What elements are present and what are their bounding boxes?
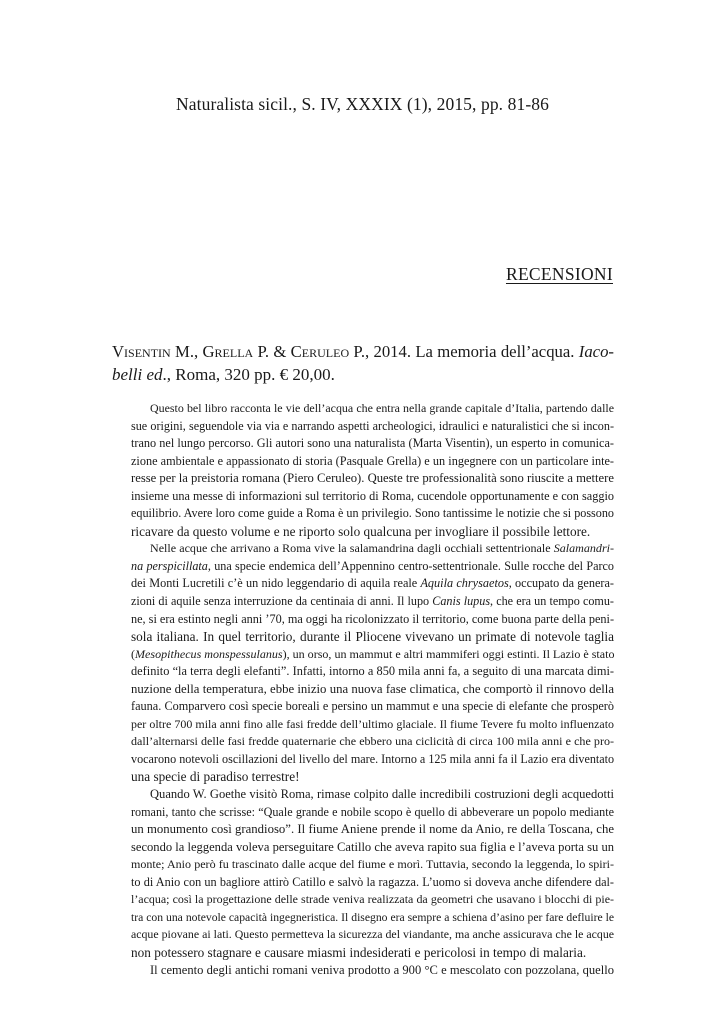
text-segment: , che era un tempo comu- <box>490 594 614 609</box>
text-line: romani, tanto che scrisse: “Quale grande e nobile scopo è quello di abbeverare un popolo mediante <box>131 804 614 819</box>
text-line: Questo bel libro racconta le vie dell’acqua che entra nella grande capitale d’Italia, partendo dalle <box>150 401 614 415</box>
text-line: nuzione della temperatura, ebbe inizio una nuova fase climatica, che comportò il rinnovo della <box>131 681 614 696</box>
species-name: Canis lupus <box>432 594 491 609</box>
text-segment: , occupato da genera- <box>508 576 614 591</box>
text-segment: zioni di aquile senza interruzione da centinaia di anni. Il lupo <box>131 594 433 609</box>
text-line: ne, si era estinto negli anni ’70, ma oggi ha ricolonizzato il territorio, come buona parte della peni- <box>131 611 615 626</box>
text-line: Il cemento degli antichi romani veniva prodotto a 900 °C e mescolato con pozzolana, quello <box>150 962 614 977</box>
book-title: , 2014. La memoria dell’acqua. <box>365 342 579 361</box>
text-line: secondo la leggenda voleva perseguitare Catillo che aveva rapito sua figlia e l’aveva porta su un <box>131 839 614 854</box>
text-line: to di Anio con un bagliore attirò Catillo e salvò la ragazza. L’uomo si doveva anche difendere dal- <box>131 874 614 889</box>
reference-details: ., Roma, 320 pp. € 20,00. <box>162 365 335 384</box>
text-line: un monumento così grandioso”. Il fiume Aniene prende il nome da Anio, re della Toscana, che <box>131 822 614 837</box>
review-body <box>112 400 614 979</box>
author-ceruleo: Ceruleo P. <box>290 342 366 361</box>
text-line: monte; Anio però fu trascinato dalle acque del fiume e morì. Tuttavia, secondo la leggenda, lo spiri- <box>131 857 614 872</box>
text-line: per oltre 700 mila anni fino alle fasi fredde dell’ultimo glaciale. Il fiume Tevere fu molto influenzato <box>131 716 614 731</box>
text-line: dall’alternarsi delle fasi fredde quaternarie che ebbero una ciclicità di circa 100 mila anni e che pro- <box>131 734 614 749</box>
text-line <box>112 558 614 576</box>
text-line: vocarono notevoli oscillazioni del livello del mare. Intorno a 125 mila anni fa il Lazio era diventato <box>131 751 615 766</box>
journal-citation: Naturalista sicil., S. IV, XXXIX (1), 2015, pp. 81-86 <box>176 94 549 114</box>
text-line: tra con una notevole capacità ingegneristica. Il disegno era sempre a schiena d’asino per fare defluire le <box>131 910 614 924</box>
section-title: RECENSIONI <box>505 264 613 284</box>
text-segment: , una specie endemica dell’Appennino centro-settentrionale. Sulle rocche del Parco <box>207 558 614 573</box>
text-line <box>112 540 614 558</box>
species-name: Mesopithecus monspessulanus <box>135 646 283 661</box>
publisher-part-2: belli ed <box>112 365 163 384</box>
text-line: l’acqua; così la progettazione delle strade veniva realizzata da geometri che usavano i blocchi di pie- <box>131 892 614 907</box>
text-line <box>112 593 614 611</box>
text-segment: ( <box>131 646 136 661</box>
text-segment: dei Monti Lucretili c’è un nido leggendario di aquila reale <box>131 576 421 591</box>
paragraph-1 <box>112 400 614 540</box>
text-line: definito “la terra degli elefanti”. Infatti, intorno a 850 mila anni fa, a seguito di una marcata dimi- <box>131 664 614 679</box>
text-segment: ), un orso, un mammut e altri mammiferi oggi estinti. Il Lazio è stato <box>282 646 615 661</box>
text-line: ricavare da questo volume e ne riporto solo qualcuna per invogliare il possibile lettore. <box>131 523 591 539</box>
text-line: zione ambientale e appassionato di storia (Pasquale Grella) e un ingegnere con un particolare inte- <box>131 453 614 468</box>
publisher-part-1: Iaco- <box>578 342 614 361</box>
text-line: resse per la preistoria romana (Piero Ceruleo). Queste tre professionalità sono riuscite a mettere <box>131 471 614 486</box>
text-line: acque piovane ai lati. Questo permetteva la sicurezza del viandante, ma anche assicurava che le acque <box>131 927 614 942</box>
text-line <box>112 575 614 593</box>
species-name: na perspicillata <box>131 558 208 573</box>
text-line: trano nel lungo percorso. Gli autori sono una naturalista (Marta Visentin), un esperto in comunica- <box>131 436 614 451</box>
reference-line-2 <box>112 363 614 386</box>
text-line: insieme una messe di informazioni sul territorio di Roma, cucendole opportunamente e con saggio <box>131 488 614 503</box>
species-name: Salamandri- <box>553 541 614 556</box>
text-line: una specie di paradiso terrestre! <box>131 769 300 785</box>
text-line: Quando W. Goethe visitò Roma, rimase colpito dalle incredibili costruzioni degli acquedotti <box>150 787 614 802</box>
text-line <box>112 646 614 664</box>
text-line: equilibrio. Avere loro come guide a Roma è un privilegio. Sono tantissime le notizie che si possono <box>131 506 614 521</box>
text-line: sue origini, seguendole via via e narrando aspetti archeologici, idraulici e naturalistici che si incon- <box>131 418 614 433</box>
text-line: sola italiana. In quel territorio, durante il Pliocene vivevano un primate di notevole taglia <box>131 629 614 645</box>
paragraph-2 <box>112 540 614 786</box>
text-line: non potessero stagnare e causare miasmi indesiderati e pericolosi in tempo di malaria. <box>131 944 587 960</box>
text-segment: Nelle acque che arrivano a Roma vive la salamandrina dagli occhiali settentrionale <box>150 541 554 556</box>
book-reference <box>112 340 614 386</box>
paragraph-4 <box>112 962 614 980</box>
author-visentin: Visentin M., <box>112 342 203 361</box>
reference-line-1 <box>112 340 614 363</box>
author-grella: Grella P. & <box>202 342 291 361</box>
species-name: Aquila chrysaetos <box>420 576 509 591</box>
paragraph-3 <box>112 786 614 961</box>
text-line: fauna. Comparvero così specie boreali e persino un mammut e una specie di elefante che prosperò <box>131 699 614 714</box>
